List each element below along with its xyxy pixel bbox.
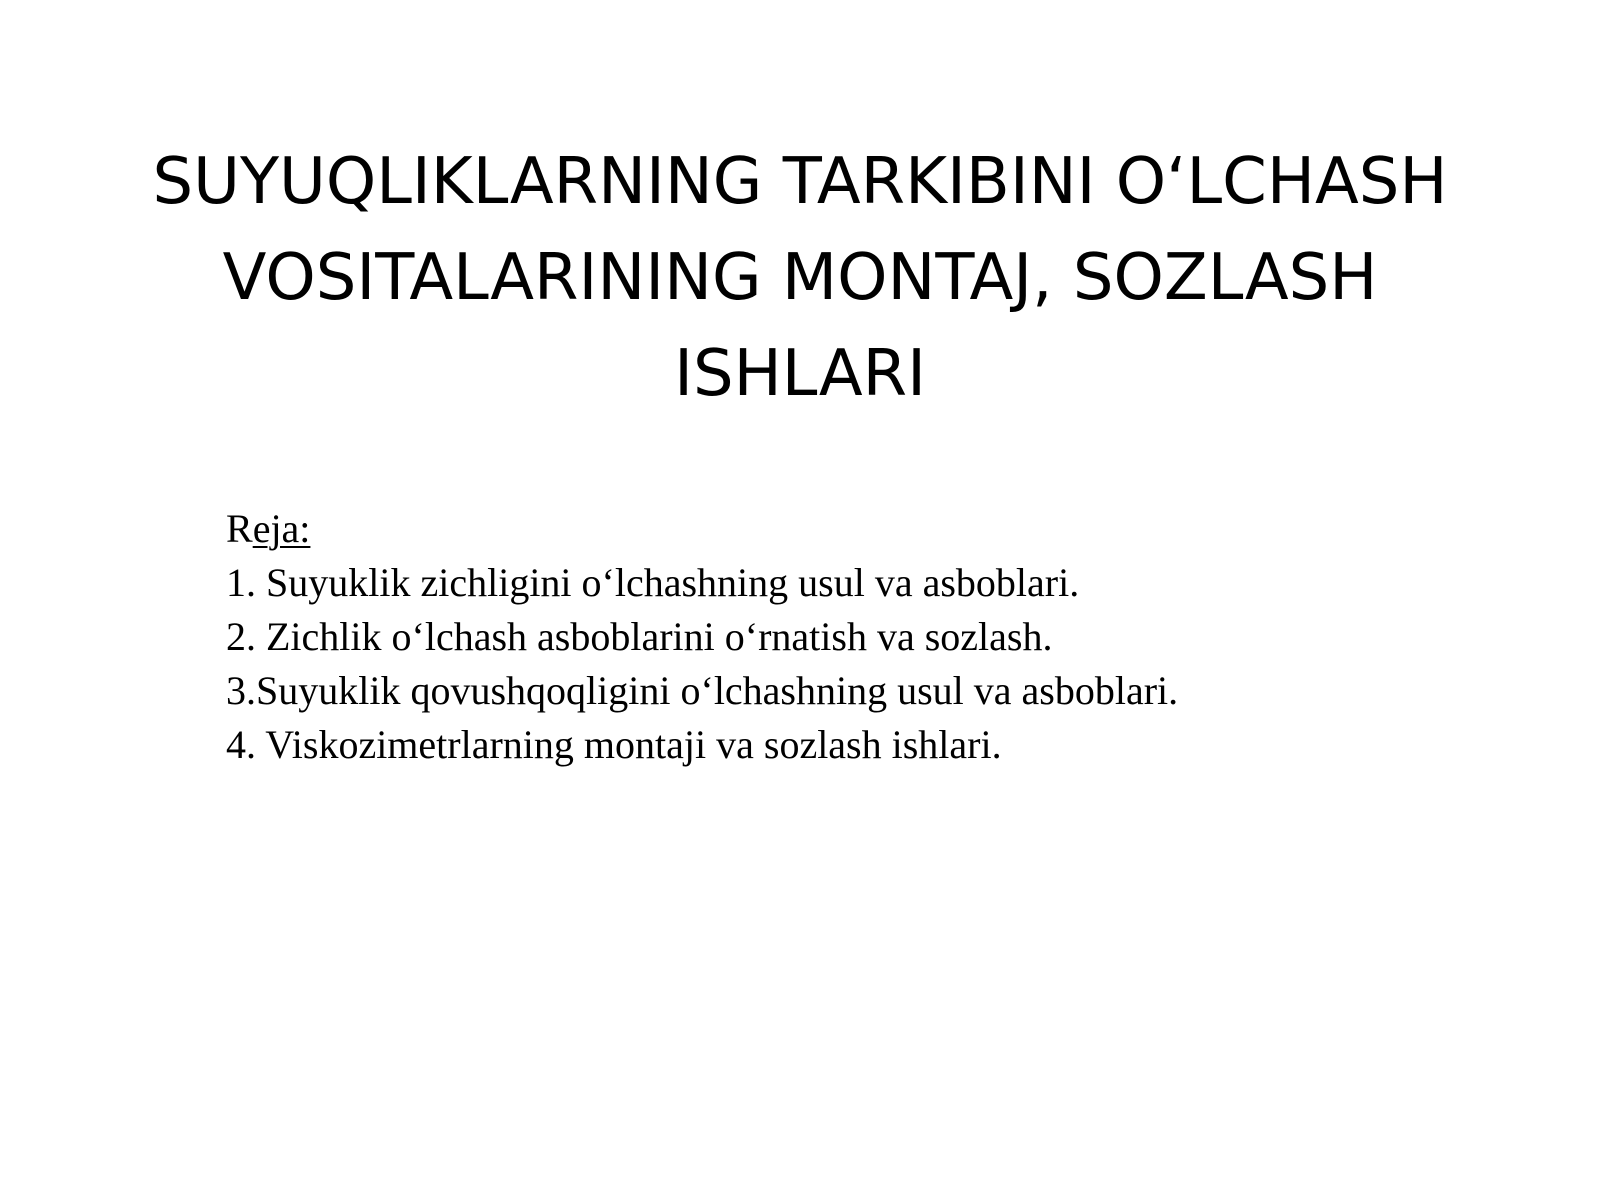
plan-item: 2. Zichlik o‘lchash asboblarini o‘rnatish va sozlash. bbox=[226, 614, 1053, 659]
title-line: ISHLARI bbox=[674, 337, 926, 411]
plan-heading-initial: R bbox=[226, 506, 253, 551]
title-line: SUYUQLIKLARNING TARKIBINI O‘LCHASH bbox=[152, 145, 1448, 219]
title-line: VOSITALARINING MONTAJ, SOZLASH bbox=[222, 241, 1378, 315]
plan-item: 1. Suyuklik zichligini o‘lchashning usul va asboblari. bbox=[226, 560, 1080, 605]
plan-item: 4. Viskozimetrlarning montaji va sozlash ishlari. bbox=[226, 722, 1002, 767]
plan-list bbox=[226, 502, 1526, 772]
slide-title bbox=[100, 134, 1500, 422]
plan-heading bbox=[226, 502, 1526, 556]
plan-heading-underlined: eja: bbox=[252, 506, 311, 551]
plan-item: 3.Suyuklik qovushqoqligini o‘lchashning usul va asboblari. bbox=[226, 668, 1179, 713]
